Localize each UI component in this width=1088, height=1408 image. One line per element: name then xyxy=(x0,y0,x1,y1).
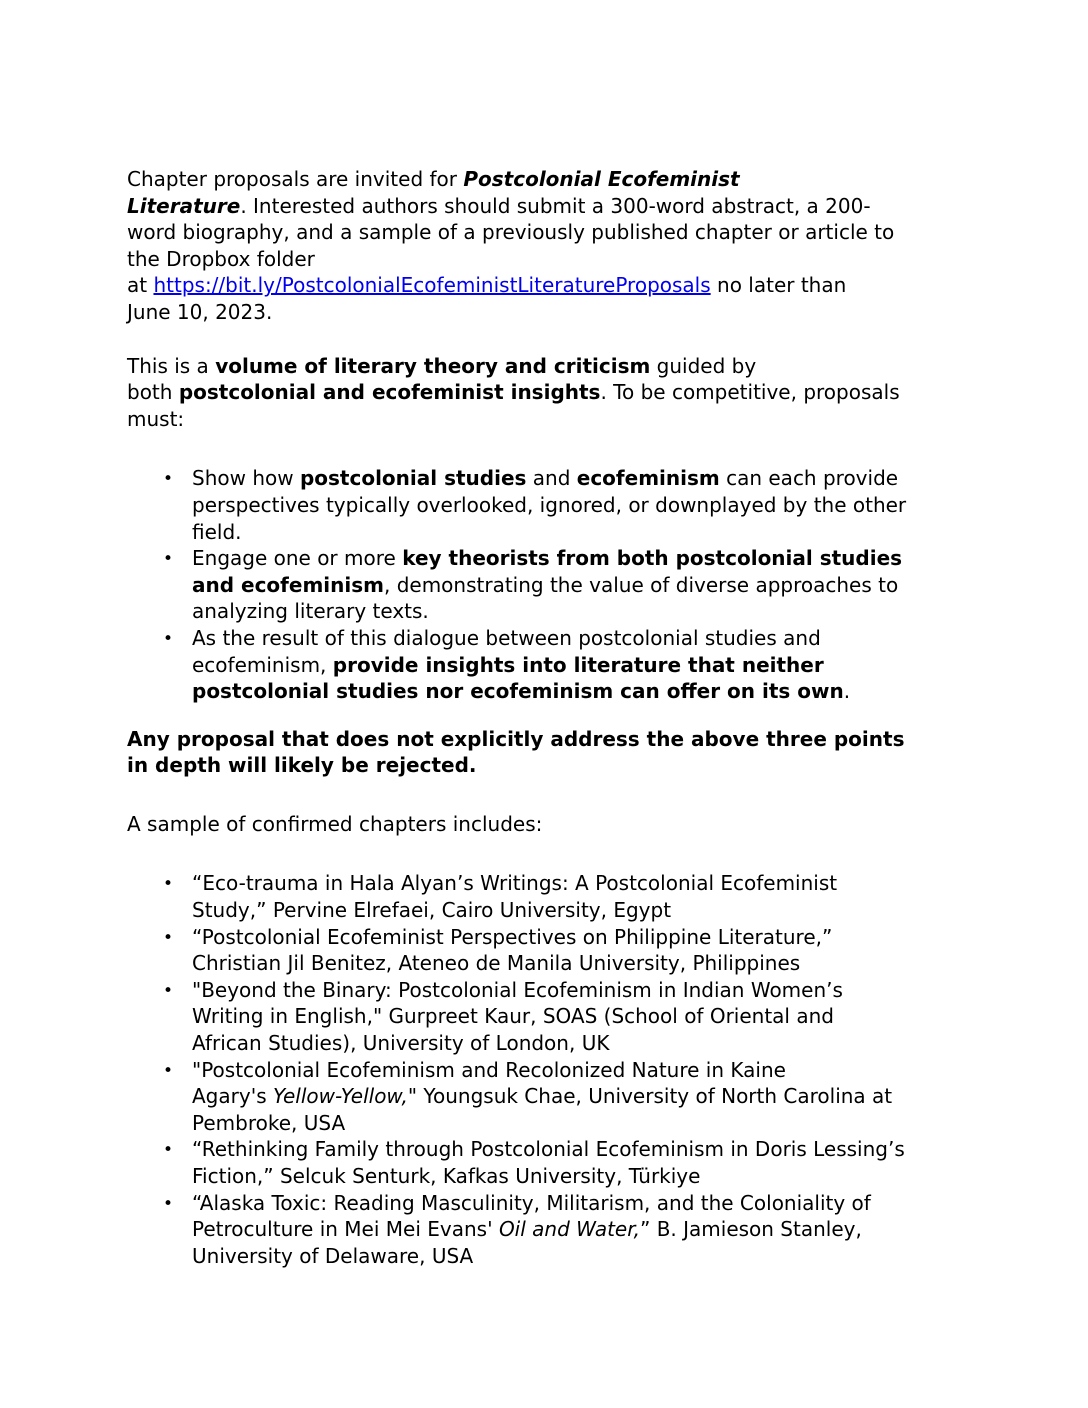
text-run: . To be competitive, proposals xyxy=(600,380,900,405)
text-run: "Postcolonial Ecofeminism and Recolonized Nature in Kaine xyxy=(192,1057,786,1082)
bullet-item xyxy=(127,977,1032,1057)
text-run: both xyxy=(127,380,179,405)
text-run: analyzing literary texts. xyxy=(192,599,429,624)
text-run: “Postcolonial Ecofeminist Perspectives on Philippine Literature,” xyxy=(192,924,833,949)
text-run: ” B. Jamieson Stanley, xyxy=(639,1217,862,1242)
text-line xyxy=(192,465,1032,492)
text-run: . xyxy=(843,679,851,704)
bullet-marker-icon: • xyxy=(163,1193,174,1214)
text-line xyxy=(192,897,1032,924)
text-line xyxy=(192,625,1032,652)
text-line xyxy=(127,379,1032,406)
text-run: Agary's xyxy=(192,1084,273,1109)
text-run: This is a xyxy=(127,353,216,378)
text-run: ecofeminism xyxy=(576,466,720,491)
text-run: University of Delaware, USA xyxy=(192,1243,474,1268)
text-line xyxy=(192,598,1032,625)
text-run: and ecofeminism xyxy=(192,572,384,597)
bullet-marker-icon: • xyxy=(163,980,174,1001)
sample-intro-paragraph xyxy=(127,811,1032,838)
intro-paragraph xyxy=(127,166,1032,326)
text-run: the Dropbox folder xyxy=(127,246,315,271)
text-line xyxy=(127,219,1032,246)
text-run: field. xyxy=(192,519,242,544)
bullet-marker-icon: • xyxy=(163,874,174,895)
bullet-item xyxy=(127,924,1032,977)
text-run: , demonstrating the value of diverse approaches to xyxy=(383,572,899,597)
text-run: Any proposal that does not explicitly address the above three points xyxy=(127,726,905,751)
text-line xyxy=(192,572,1032,599)
text-line xyxy=(192,519,1032,546)
text-run: "Beyond the Binary: Postcolonial Ecofeminism in Indian Women’s xyxy=(192,977,843,1002)
bullet-marker-icon: • xyxy=(163,1140,174,1161)
text-line xyxy=(192,1030,1032,1057)
text-run: Christian Jil Benitez, Ateneo de Manila University, Philippines xyxy=(192,951,801,976)
text-line xyxy=(127,811,1032,838)
text-run: perspectives typically overlooked, ignored, or downplayed by the other xyxy=(192,492,907,517)
text-run: ecofeminism, xyxy=(192,652,333,677)
text-run: “Eco-trauma in Hala Alyan’s Writings: A Postcolonial Ecofeminist xyxy=(192,871,838,896)
text-run: A sample of confirmed chapters includes: xyxy=(127,811,543,836)
text-line xyxy=(192,977,1032,1004)
bullet-item xyxy=(127,1057,1032,1137)
text-line xyxy=(127,406,1032,433)
text-run: and xyxy=(526,466,577,491)
text-line xyxy=(192,492,1032,519)
dropbox-proposals-link[interactable]: https://bit.ly/PostcolonialEcofeministLiteratureProposals xyxy=(153,273,711,298)
bullet-item xyxy=(127,545,1032,625)
text-line xyxy=(192,1163,1032,1190)
text-run: in depth will likely be rejected. xyxy=(127,753,477,778)
document-content xyxy=(127,166,1032,1269)
text-run: Oil and Water, xyxy=(498,1217,640,1242)
text-line xyxy=(192,1243,1032,1270)
text-run: guided by xyxy=(650,353,757,378)
text-run: Pembroke, USA xyxy=(192,1110,346,1135)
text-line xyxy=(192,1216,1032,1243)
text-line xyxy=(127,299,1032,326)
bullet-item xyxy=(127,465,1032,545)
warning-paragraph xyxy=(127,726,1032,779)
text-line xyxy=(127,246,1032,273)
text-line xyxy=(192,652,1032,679)
text-line xyxy=(127,193,1032,220)
requirements-list xyxy=(127,465,1032,704)
text-run: postcolonial studies nor ecofeminism can offer on its own xyxy=(192,679,844,704)
text-run: Fiction,” Selcuk Senturk, Kafkas University, Türkiye xyxy=(192,1164,701,1188)
text-run: key theorists from both postcolonial studies xyxy=(402,546,903,571)
text-run: As the result of this dialogue between postcolonial studies and xyxy=(192,625,821,650)
text-line xyxy=(192,1190,1032,1217)
text-run: Writing in English," Gurpreet Kaur, SOAS (School of Oriental and xyxy=(192,1004,834,1029)
text-run: at xyxy=(127,273,154,298)
bullet-marker-icon: • xyxy=(163,469,174,490)
bullet-item xyxy=(127,625,1032,705)
text-line xyxy=(127,272,1032,299)
text-line xyxy=(192,1057,1032,1084)
bullet-marker-icon: • xyxy=(163,1060,174,1081)
volume-description-paragraph xyxy=(127,353,1032,433)
text-line xyxy=(192,924,1032,951)
text-line xyxy=(127,726,1032,753)
text-line xyxy=(127,353,1032,380)
text-run: “Alaska Toxic: Reading Masculinity, Militarism, and the Coloniality of xyxy=(192,1190,871,1215)
text-run: Yellow-Yellow, xyxy=(272,1084,408,1109)
text-run: volume of literary theory and criticism xyxy=(215,353,651,378)
bullet-marker-icon: • xyxy=(163,927,174,948)
text-line xyxy=(192,545,1032,572)
bullet-item xyxy=(127,870,1032,923)
text-line xyxy=(127,752,1032,779)
bullet-marker-icon: • xyxy=(163,628,174,649)
bullet-marker-icon: • xyxy=(163,549,174,570)
text-line xyxy=(192,678,1032,705)
text-run: postcolonial and ecofeminist insights xyxy=(178,380,601,405)
text-line xyxy=(192,1110,1032,1137)
text-line xyxy=(192,1136,1032,1163)
text-run: Study,” Pervine Elrefaei, Cairo University, Egypt xyxy=(192,898,672,923)
text-run: June 10, 2023. xyxy=(127,299,273,324)
bullet-item xyxy=(127,1190,1032,1270)
bullet-item xyxy=(127,1136,1032,1189)
text-run: Chapter proposals are invited for xyxy=(127,167,464,191)
text-line xyxy=(192,1083,1032,1110)
text-run: " Youngsuk Chae, University of North Carolina at xyxy=(407,1084,893,1109)
text-run: no later than xyxy=(710,273,847,298)
text-run: Literature xyxy=(127,193,241,218)
text-run: Show how xyxy=(192,466,300,491)
text-line xyxy=(192,870,1032,897)
text-run: Petroculture in Mei Mei Evans' xyxy=(192,1217,499,1242)
text-line xyxy=(192,950,1032,977)
text-run: provide insights into literature that neither xyxy=(332,652,824,677)
text-run: African Studies), University of London, UK xyxy=(192,1031,610,1056)
text-run: word biography, and a sample of a previously published chapter or article to xyxy=(127,220,895,245)
text-line xyxy=(127,166,1032,193)
text-run: “Rethinking Family through Postcolonial Ecofeminism in Doris Lessing’s xyxy=(192,1137,905,1162)
text-run: postcolonial studies xyxy=(299,466,527,491)
text-line xyxy=(192,1003,1032,1030)
chapters-list xyxy=(127,870,1032,1269)
text-run: can each provide xyxy=(719,466,899,491)
text-run: Engage one or more xyxy=(192,546,403,571)
text-run: . Interested authors should submit a 300-word abstract, a 200- xyxy=(240,193,871,218)
text-run: Postcolonial Ecofeminist xyxy=(463,167,740,191)
text-run: must: xyxy=(127,406,185,431)
